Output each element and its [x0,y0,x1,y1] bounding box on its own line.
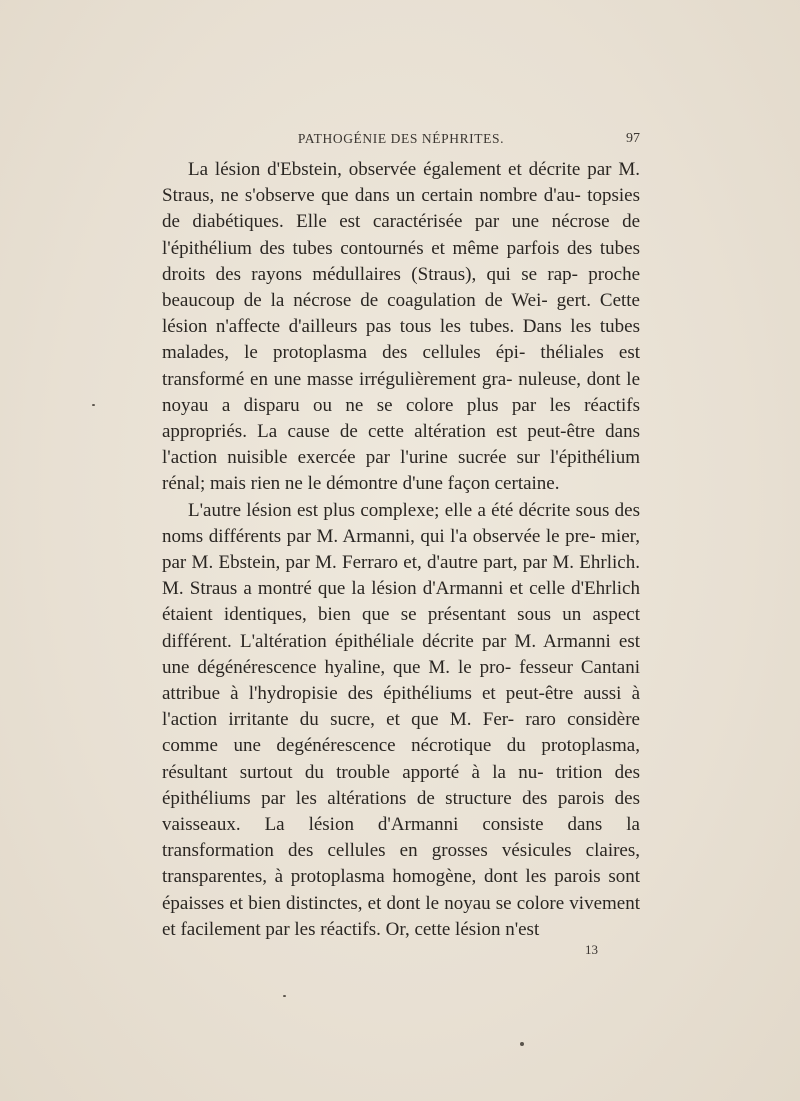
running-title: PATHOGÉNIE DES NÉPHRITES. [297,131,505,146]
page-number: 97 [626,131,640,146]
paragraph: L'autre lésion est plus complexe; elle a été décrite sous des noms différents par M. Armanni, qui l'a observée le pre- mier, par M. Ebstein, par M. Ferraro et, d'autre part, par M. Ehrlich. M. Straus a montré que la lésion d'Armanni et celle d'Ehrlich étaient identiques, bien que se présentant sous un aspect différent. L'altération épithéliale décrite par M. Armanni est une dégénérescence hyaline, que M. le pro- fesseur Cantani attribue à l'hydropisie des épithéliums et peut-être aussi à l'action irritante du sucre, et que M. Fer- raro considère comme une degénérescence nécrotique du protoplasma, résultant surtout du trouble apporté à la nu- trition des épithéliums par les altérations de structure des parois des vaisseaux. La lésion d'Armanni consiste dans la transformation des cellules en grosses vésicules claires, transparentes, à protoplasma homogène, dont les parois sont épaisses et bien distinctes, et dont le noyau se colore vivement et facilement par les réactifs. Or, cette lésion n'est [162,499,640,940]
printer-signature: 13 [585,942,598,957]
paper-speck [520,1042,524,1046]
body-text [162,157,640,943]
paper-speck [283,995,286,997]
paper-speck [92,404,95,406]
running-head [162,131,640,151]
paragraph: La lésion d'Ebstein, observée également et décrite par M. Straus, ne s'observe que dans un certain nombre d'au- topsies de diabétiques. Elle est caractérisée par une nécrose de l'épithélium des tubes contournés et même parfois des tubes droits des rayons médullaires (Straus), qui se rap- proche beaucoup de la nécrose de coagulation de Wei- gert. Cette lésion n'affecte d'ailleurs pas tous les tubes. Dans les tubes malades, le protoplasma des cellules épi- théliales est transformé en une masse irrégulièrement gra- nuleuse, dont le noyau a disparu ou ne se colore plus par les réactifs appropriés. La cause de cette altération est peut-être dans l'action nuisible exercée par l'urine sucrée sur l'épithélium rénal; mais rien ne le démontre d'une façon certaine. [162,159,640,495]
